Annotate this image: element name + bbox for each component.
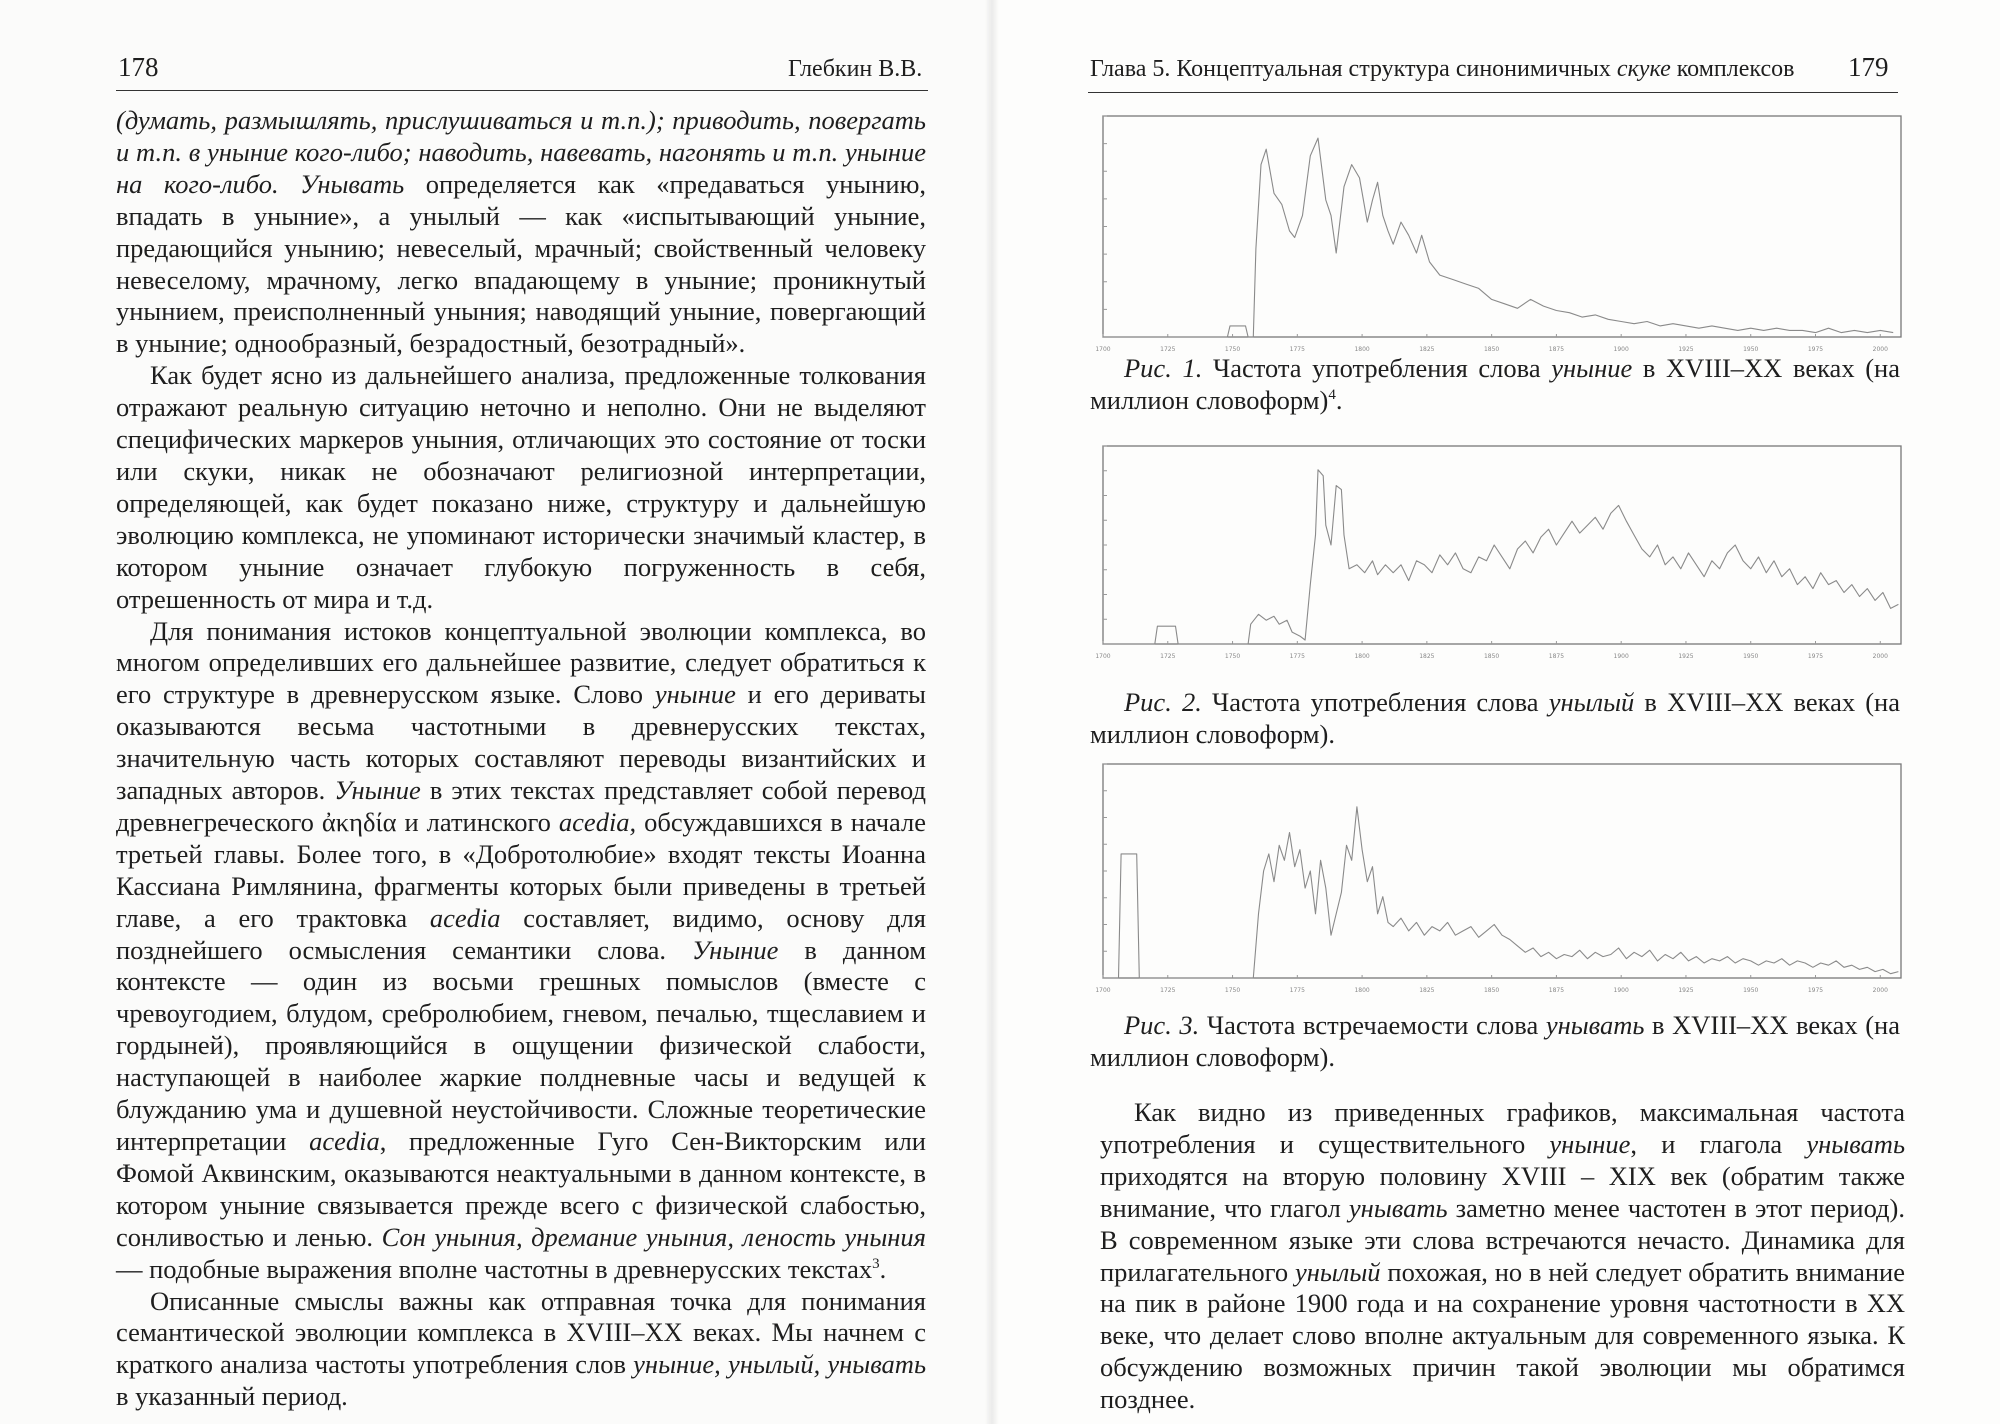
- x-tick-label: 1925: [1678, 653, 1694, 660]
- x-tick-label: 1725: [1160, 987, 1176, 994]
- header-rule-right: [1088, 92, 1898, 93]
- x-tick-label: 2000: [1872, 987, 1888, 994]
- text-run: Частота встречаемости слова: [1199, 1010, 1546, 1040]
- text-run: комплексов: [1670, 56, 1795, 82]
- series-line: [1103, 138, 1893, 337]
- italic-run: унывать: [1545, 1010, 1645, 1040]
- x-tick-label: 1700: [1095, 346, 1111, 353]
- x-tick-label: 1975: [1807, 653, 1824, 660]
- x-tick-label: 1875: [1548, 653, 1565, 660]
- text-run: в XVIII–XX веках (на миллион словоформ).: [1090, 1010, 1900, 1072]
- text-run: Частота употребления слова: [1202, 353, 1552, 383]
- text-run: приходятся на вторую половину XVIII – XIX век (обратим также внимание, что глагол: [1100, 1160, 1905, 1223]
- x-tick-label: 1800: [1354, 987, 1370, 994]
- x-tick-label: 1875: [1548, 987, 1565, 994]
- paragraph: [116, 360, 926, 615]
- x-tick-label: 1825: [1419, 987, 1435, 994]
- series-line: [1103, 807, 1898, 978]
- text-run: составляет, видимо, основу для позднейшего осмысления семантики слова.: [116, 902, 926, 965]
- paragraph: [116, 105, 926, 360]
- running-head-right: [1090, 56, 1794, 83]
- italic-run: acedia: [429, 902, 501, 933]
- italic-run: унылый: [1294, 1256, 1381, 1287]
- figure-1-svg: [1095, 110, 1905, 355]
- text-run: , и глагола: [1630, 1128, 1807, 1159]
- italic-run: Уныние: [692, 934, 779, 965]
- x-tick-label: 1825: [1419, 346, 1435, 353]
- paragraph: [116, 1286, 926, 1414]
- left-page: [0, 0, 990, 1424]
- italic-run: уныние, унылый, унывать: [633, 1349, 927, 1380]
- italic-run: Уныние: [334, 775, 421, 806]
- figure-3-chart: [1095, 758, 1905, 996]
- x-tick-label: 1950: [1743, 346, 1759, 353]
- text-run: в этих текстах представляет собой перевод древнегреческого ἀκηδία и латинского: [116, 775, 926, 837]
- text-run: в указанный период.: [116, 1381, 348, 1412]
- text-run: в XVIII–XX веках (на миллион словоформ).: [1090, 687, 1900, 749]
- text-run: Описанные смыслы важны как отправная точка для понимания семантической эволюции комплекса в XVIII–XX веках. Мы начнем с краткого анализа частоты употребления слов: [116, 1285, 926, 1380]
- footnote-ref: 4: [1328, 387, 1336, 404]
- page-number-right: 179: [1848, 52, 1889, 82]
- x-tick-label: 1975: [1807, 346, 1824, 353]
- text-run: определяется как «предаваться унынию, впадать в уныние», а унылый — как «испытывающий уныние, предающийся унынию; невеселый, мрачный; свойственный человеку невеселому, мрачному, легко впадающему в уныние; проникнутый унынием, преисполненный уныния; наводящий уныние, повергающий в уныние; однообразный, безрадостный, безотрадный».: [116, 168, 927, 359]
- x-tick-label: 1750: [1224, 346, 1241, 353]
- x-tick-label: 1975: [1807, 987, 1824, 994]
- page-number-left: 178: [118, 52, 159, 82]
- x-tick-label: 1775: [1289, 987, 1305, 994]
- paragraph: [1100, 1097, 1905, 1416]
- text-run: Как будет ясно из дальнейшего анализа, предложенные толкования отражают реальную ситуацию неточно и неполно. Они не выделяют специфических маркеров уныния, отличающих это состояние от тоски или скуки, никак не обозначают религиозной интерпретации, определяющей, как будет показано ниже, структуру и дальнейшую эволюцию комплекса, не упоминают исторически значимый кластер, в котором уныние означает глубокую погруженность в себя, отрешенность от мира и т.д.: [116, 360, 926, 614]
- series-line: [1103, 470, 1898, 644]
- x-tick-label: 1700: [1095, 653, 1111, 660]
- figure-2-caption: [1090, 686, 1900, 750]
- figure-2-svg: [1095, 440, 1905, 662]
- figure-2-chart: [1095, 440, 1905, 662]
- x-tick-label: 1925: [1678, 346, 1694, 353]
- x-tick-label: 1750: [1224, 987, 1241, 994]
- figure-1-chart: [1095, 110, 1905, 355]
- running-head-left: Глебкин В.В.: [788, 56, 923, 82]
- x-tick-label: 1725: [1160, 346, 1176, 353]
- book-gutter: [985, 0, 999, 1424]
- italic-run: унывать: [1348, 1192, 1448, 1223]
- italic-run: скуке: [1616, 56, 1671, 82]
- x-tick-label: 1700: [1095, 987, 1111, 994]
- x-tick-label: 1775: [1289, 346, 1305, 353]
- x-tick-label: 2000: [1872, 346, 1888, 353]
- plot-frame: [1103, 764, 1901, 978]
- figure-3-svg: [1095, 758, 1905, 996]
- italic-run: Рис. 2.: [1124, 687, 1202, 717]
- italic-run: уныние: [654, 679, 736, 710]
- paragraph: [116, 616, 926, 1286]
- right-body-text: [1100, 1097, 1905, 1416]
- footnote-ref: 3: [872, 1255, 880, 1272]
- text-run: — подобные выражения вполне частотны в древнерусских текстах: [116, 1253, 873, 1284]
- plot-frame: [1103, 446, 1901, 644]
- plot-frame: [1103, 116, 1901, 337]
- x-tick-label: 2000: [1872, 653, 1888, 660]
- x-tick-label: 1725: [1160, 653, 1176, 660]
- x-tick-label: 1825: [1419, 653, 1435, 660]
- text-run: похожая, но в ней следует обратить внимание на пик в районе 1900 года и на сохранение уровня частотности в XX веке, что делает слово вполне актуальным для современного языка. К обсуждению возможных причин такой эволюции мы обратимся позднее.: [1100, 1256, 1905, 1415]
- x-tick-label: 1925: [1678, 987, 1694, 994]
- x-tick-label: 1800: [1354, 346, 1370, 353]
- x-tick-label: 1850: [1483, 987, 1500, 994]
- text-run: в данном контексте — один из восьми грешных помыслов (вместе с чревоугодием, блудом, сребролюбием, гневом, печалью, тщеславием и гордыней), проявляющийся в ощущении физической слабости, наступающей в наиболее жаркие полдневные часы и ведущей к блужданию ума и душевной неустойчивости. Сложные теоретические интерпретации: [116, 934, 927, 1156]
- italic-run: унылый: [1548, 687, 1635, 717]
- x-tick-label: 1875: [1548, 346, 1565, 353]
- text-run: .: [1335, 385, 1343, 415]
- italic-run: Рис. 3.: [1124, 1010, 1200, 1040]
- text-run: Глава 5. Концептуальная структура синонимичных: [1090, 56, 1617, 82]
- x-tick-label: 1800: [1354, 653, 1370, 660]
- italic-run: (думать, размышлять, прислушиваться и т.п.); приводить, повергать и т.п. в уныние кого-либо; наводить, навевать, нагонять и т.п. уныние на кого-либо.: [116, 105, 926, 199]
- text-run: [279, 169, 301, 199]
- x-tick-label: 1900: [1613, 346, 1629, 353]
- italic-run: уныние: [1551, 353, 1633, 383]
- left-body-text: [116, 105, 926, 1413]
- text-run: в XVIII–XX веках (на миллион словоформ): [1090, 353, 1900, 415]
- x-tick-label: 1850: [1483, 653, 1500, 660]
- text-run: заметно менее частотен в этот период). В современном языке эти слова встречаются нечасто. Динамика для прилагательного: [1100, 1192, 1905, 1287]
- x-tick-label: 1950: [1743, 653, 1759, 660]
- text-run: .: [879, 1253, 887, 1284]
- text-run: и его дериваты оказываются весьма частотными в древнерусских текстах, значительную часть которых составляют переводы византийских и западных авторов.: [116, 679, 926, 806]
- text-run: Для понимания истоков концептуальной эволюции комплекса, во многом определивших его дальнейшее развитие, следует обратиться к его структуре в древнерусском языке. Слово: [116, 615, 926, 710]
- header-rule-left: [116, 90, 928, 91]
- italic-run: Рис. 1.: [1124, 353, 1203, 383]
- italic-run: унывать: [1806, 1128, 1905, 1159]
- x-tick-label: 1850: [1483, 346, 1500, 353]
- text-run: , предложенные Гуго Сен-Викторским или Фомой Аквинским, оказываются неактуальными в данном контексте, в котором уныние связывается прежде всего с физической слабостью, сонливостью и ленью.: [116, 1126, 926, 1252]
- text-run: Как видно из приведенных графиков, максимальная частота употребления и существительного: [1100, 1097, 1905, 1159]
- x-tick-label: 1900: [1613, 653, 1629, 660]
- italic-run: Унывать: [300, 168, 405, 199]
- x-tick-label: 1775: [1289, 653, 1305, 660]
- x-tick-label: 1900: [1613, 987, 1629, 994]
- x-tick-label: 1950: [1743, 987, 1759, 994]
- italic-run: Сон уныния, дремание уныния, леность уныния: [381, 1221, 926, 1252]
- figure-3-caption: [1090, 1009, 1900, 1073]
- text-run: обсуждавшихся в начале третьей главы. Более того, в «Добротолюбие» входят тексты Иоанна Кассиана Римлянина, фрагменты которых были приведены в третьей главе, а его трактовка: [116, 806, 927, 933]
- italic-run: acedia,: [558, 806, 637, 837]
- x-tick-label: 1750: [1224, 653, 1241, 660]
- italic-run: acedia: [309, 1126, 380, 1156]
- text-run: Частота употребления слова: [1201, 687, 1549, 717]
- italic-run: уныние: [1549, 1128, 1631, 1159]
- figure-1-caption: [1090, 352, 1900, 416]
